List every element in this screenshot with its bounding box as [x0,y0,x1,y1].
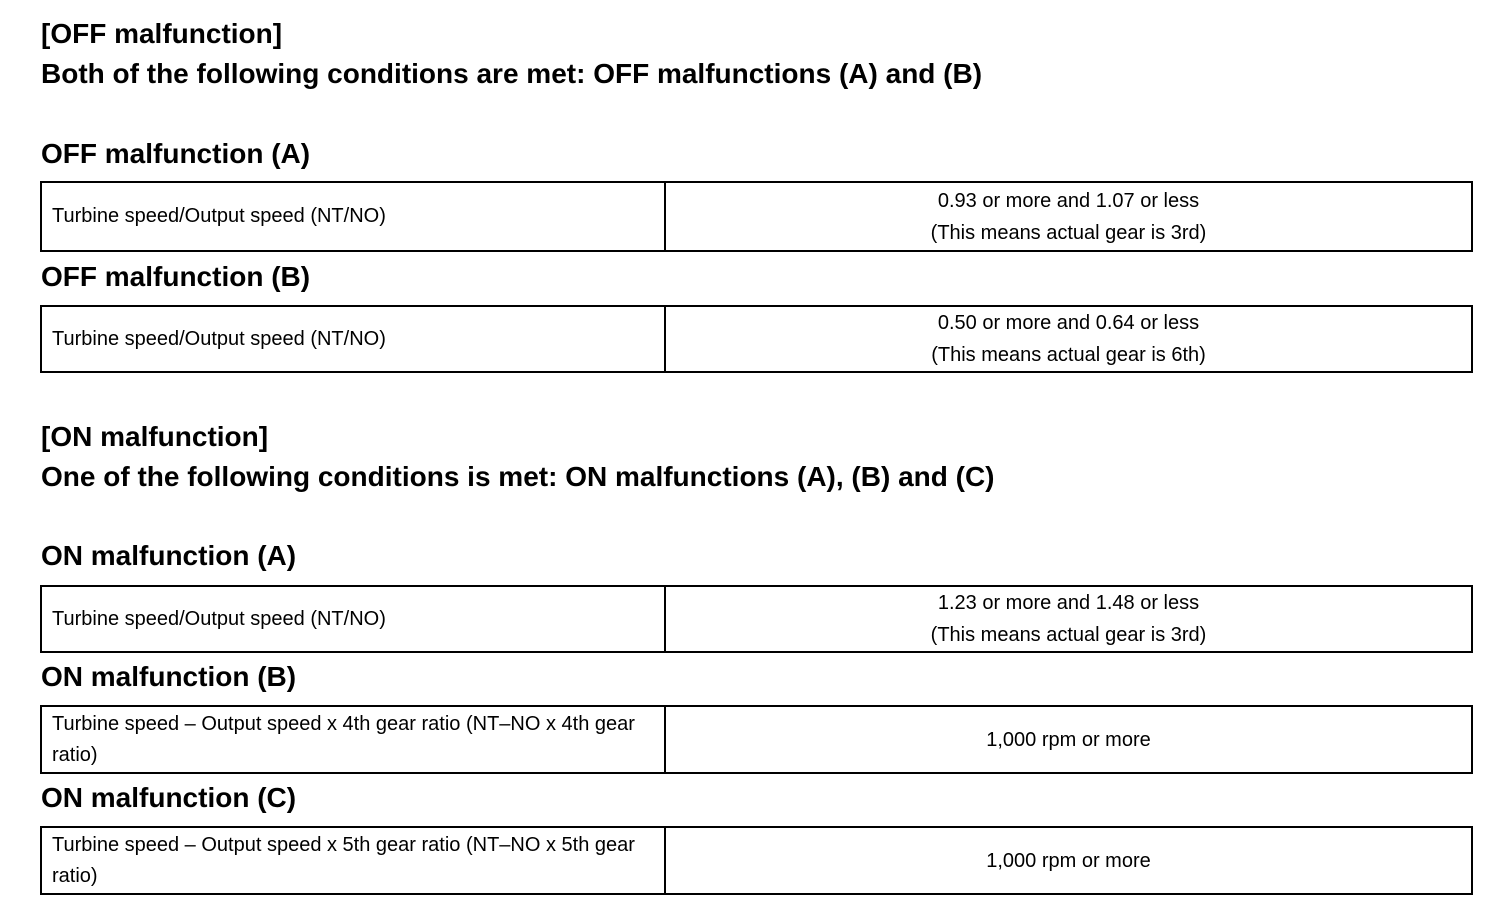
parameter-cell: Turbine speed – Output speed x 4th gear ratio (NT–NO x 4th gear ratio) [41,706,665,773]
parameter-cell: Turbine speed/Output speed (NT/NO) [41,306,665,372]
on-malfunction-summary: One of the following conditions is met: ON malfunctions (A), (B) and (C) [41,461,995,492]
table-row [41,827,1472,894]
table-row [41,182,1472,251]
on-malfunction-a-table [40,585,1473,653]
parameter-cell: Turbine speed/Output speed (NT/NO) [41,586,665,652]
value-cell [665,586,1472,652]
parameter-cell: Turbine speed/Output speed (NT/NO) [41,182,665,251]
value-line: 1.23 or more and 1.48 or less [937,592,1200,614]
value-note: (This means actual gear is 6th) [931,344,1206,366]
off-malfunction-a-title: OFF malfunction (A) [41,138,311,169]
off-malfunction-b-table [40,305,1473,373]
value-note: (This means actual gear is 3rd) [930,624,1207,646]
value-line: 0.50 or more and 0.64 or less [937,312,1200,334]
off-malfunction-a-table [40,181,1473,252]
off-malfunction-title: [OFF malfunction] [41,18,283,49]
value-cell: 1,000 rpm or more [665,827,1472,894]
off-malfunction-b-title: OFF malfunction (B) [41,261,311,292]
value-note: (This means actual gear is 3rd) [930,221,1207,244]
off-malfunction-summary: Both of the following conditions are met: OFF malfunctions (A) and (B) [41,58,983,89]
value-cell: 1,000 rpm or more [665,706,1472,773]
value-cell [665,306,1472,372]
on-malfunction-c-table [40,826,1473,895]
table-row [41,706,1472,773]
value-line: 0.93 or more and 1.07 or less [937,189,1200,212]
on-malfunction-a-title: ON malfunction (A) [41,540,297,571]
table-row [41,306,1472,372]
on-malfunction-title: [ON malfunction] [41,421,269,452]
parameter-cell: Turbine speed – Output speed x 5th gear ratio (NT–NO x 5th gear ratio) [41,827,665,894]
on-malfunction-b-table [40,705,1473,774]
value-cell [665,182,1472,251]
on-malfunction-c-title: ON malfunction (C) [41,782,297,813]
table-row [41,586,1472,652]
on-malfunction-b-title: ON malfunction (B) [41,661,297,692]
